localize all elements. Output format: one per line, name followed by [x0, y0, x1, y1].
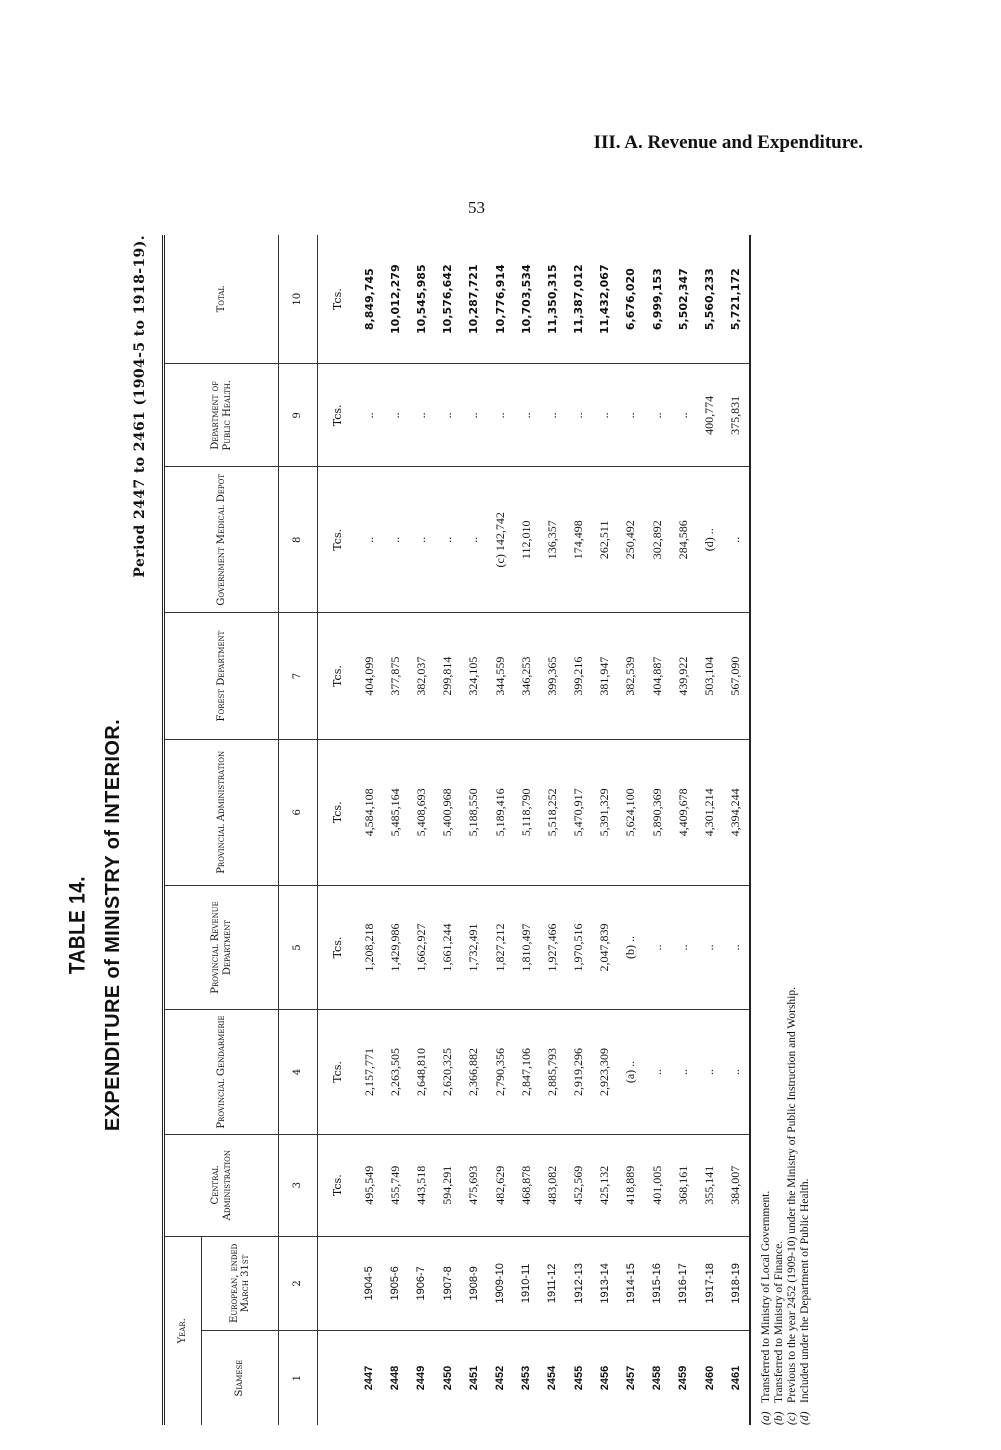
central-admin-cell: 495,549 [356, 1134, 382, 1236]
forest-cell: 381,947 [592, 613, 618, 740]
col-num-4: 4 [279, 1010, 318, 1134]
table-row [696, 235, 722, 1425]
table-row [435, 235, 461, 1425]
central-admin-cell: 455,749 [382, 1134, 408, 1236]
medical-depot-cell: (c) 142,742 [487, 467, 513, 613]
gendarmerie-cell: 2,885,793 [539, 1010, 565, 1134]
col-num-9: 9 [279, 364, 318, 467]
forest-cell: 377,875 [382, 613, 408, 740]
prov-admin-header: Provincial Administration [164, 739, 279, 885]
central-admin-cell: 368,161 [670, 1134, 696, 1236]
central-admin-cell: 483,082 [539, 1134, 565, 1236]
prov-admin-cell: 5,408,693 [408, 739, 434, 885]
revenue-dept-cell: 1,810,497 [513, 885, 539, 1009]
gendarmerie-cell: .. [696, 1010, 722, 1134]
table-row [644, 235, 670, 1425]
public-health-cell: 375,831 [723, 364, 750, 467]
table-row [408, 235, 434, 1425]
unit-cell: Tcs. [318, 1010, 357, 1134]
public-health-cell: .. [461, 364, 487, 467]
footnote-tag: (c) [786, 1412, 798, 1425]
revenue-dept-cell: 1,927,466 [539, 885, 565, 1009]
european-year-cell: 1905-6 [382, 1236, 408, 1330]
year-header: Year. [164, 1236, 202, 1425]
footnote-text: Transferred to Ministry of Local Government. [760, 1190, 772, 1403]
table-title: EXPENDITURE of MINISTRY of INTERIOR. [102, 718, 124, 1132]
total-cell: 10,703,534 [513, 235, 539, 364]
total-cell: 6,999,153 [644, 235, 670, 364]
european-year-cell: 1917-18 [696, 1236, 722, 1330]
medical-depot-cell: 302,892 [644, 467, 670, 613]
european-year-cell: 1908-9 [461, 1236, 487, 1330]
prov-admin-cell: 5,518,252 [539, 739, 565, 885]
european-header: European, ended March 31st [202, 1236, 279, 1330]
unit-cell: Tcs. [318, 235, 357, 364]
siamese-year-cell: 2452 [494, 1365, 507, 1391]
siamese-year-cell: 2459 [677, 1365, 690, 1391]
footnote [760, 325, 773, 1425]
gendarmerie-cell: .. [670, 1010, 696, 1134]
footnote [786, 325, 799, 1425]
prov-admin-cell: 4,409,678 [670, 739, 696, 885]
forest-cell: 344,559 [487, 613, 513, 740]
gendarmerie-cell: 2,790,356 [487, 1010, 513, 1134]
forest-cell: 399,216 [566, 613, 592, 740]
table-number: TABLE 14. [66, 875, 91, 975]
total-cell: 10,012,279 [382, 235, 408, 364]
medical-depot-cell: 284,586 [670, 467, 696, 613]
gendarmerie-cell: 2,923,309 [592, 1010, 618, 1134]
forest-cell: 567,090 [723, 613, 750, 740]
medical-depot-header: Government Medical Depot [164, 467, 279, 613]
public-health-cell: .. [356, 364, 382, 467]
european-year-cell: 1916-17 [670, 1236, 696, 1330]
forest-cell: 399,365 [539, 613, 565, 740]
expenditure-table [162, 235, 751, 1425]
public-health-cell: .. [644, 364, 670, 467]
footnote-text: Transferred to Ministry of Finance. [773, 1240, 785, 1403]
public-health-cell: 400,774 [696, 364, 722, 467]
siamese-year-cell: 2447 [363, 1365, 376, 1391]
forest-cell: 324,105 [461, 613, 487, 740]
revenue-dept-cell: 1,827,212 [487, 885, 513, 1009]
siamese-year-cell: 2450 [441, 1365, 454, 1391]
prov-admin-cell: 5,189,416 [487, 739, 513, 885]
gendarmerie-header: Provincial Gendarmerie [164, 1010, 279, 1134]
gendarmerie-cell: 2,157,771 [356, 1010, 382, 1134]
european-year-cell: 1904-5 [356, 1236, 382, 1330]
forest-header: Forest Department [164, 613, 279, 740]
siamese-year-cell: 2449 [415, 1365, 428, 1391]
col-num-5: 5 [279, 885, 318, 1009]
table-row [513, 235, 539, 1425]
revenue-dept-header: Provincial Revenue Department [164, 885, 279, 1009]
prov-admin-cell: 4,394,244 [723, 739, 750, 885]
medical-depot-cell: .. [461, 467, 487, 613]
public-health-cell: .. [382, 364, 408, 467]
table-row [592, 235, 618, 1425]
total-cell: 10,776,914 [487, 235, 513, 364]
section-heading: III. A. Revenue and Expenditure. [593, 132, 863, 153]
central-admin-cell: 443,518 [408, 1134, 434, 1236]
central-admin-cell: 401,005 [644, 1134, 670, 1236]
medical-depot-cell: .. [356, 467, 382, 613]
medical-depot-cell: .. [435, 467, 461, 613]
central-admin-cell: 452,569 [566, 1134, 592, 1236]
col-num-2: 2 [279, 1236, 318, 1330]
gendarmerie-cell: 2,366,882 [461, 1010, 487, 1134]
forest-cell: 299,814 [435, 613, 461, 740]
total-cell: 10,545,985 [408, 235, 434, 364]
gendarmerie-cell: .. [644, 1010, 670, 1134]
european-year-cell: 1912-13 [566, 1236, 592, 1330]
prov-admin-cell: 5,118,790 [513, 739, 539, 885]
col-num-1: 1 [279, 1331, 318, 1425]
revenue-dept-cell: 1,429,986 [382, 885, 408, 1009]
rotated-table-page [60, 235, 875, 1425]
prov-admin-cell: 5,188,550 [461, 739, 487, 885]
prov-admin-cell: 4,301,214 [696, 739, 722, 885]
medical-depot-cell: 262,511 [592, 467, 618, 613]
central-admin-cell: 425,132 [592, 1134, 618, 1236]
revenue-dept-cell: .. [644, 885, 670, 1009]
gendarmerie-cell: 2,648,810 [408, 1010, 434, 1134]
siamese-year-cell: 2455 [572, 1365, 585, 1391]
total-cell: 8,849,745 [356, 235, 382, 364]
table-row [382, 235, 408, 1425]
unit-cell: Tcs. [318, 739, 357, 885]
forest-cell: 404,099 [356, 613, 382, 740]
forest-cell: 404,887 [644, 613, 670, 740]
public-health-cell: .. [566, 364, 592, 467]
revenue-dept-cell: 2,047,839 [592, 885, 618, 1009]
prov-admin-cell: 5,470,917 [566, 739, 592, 885]
table-row [670, 235, 696, 1425]
footnote [773, 325, 786, 1425]
medical-depot-cell: .. [723, 467, 750, 613]
european-year-cell: 1911-12 [539, 1236, 565, 1330]
revenue-dept-cell: 1,208,218 [356, 885, 382, 1009]
unit-cell-empty [318, 1331, 357, 1425]
siamese-year-cell: 2453 [520, 1365, 533, 1391]
public-health-cell: .. [513, 364, 539, 467]
siamese-year-cell: 2457 [624, 1365, 637, 1391]
prov-admin-cell: 5,400,968 [435, 739, 461, 885]
prov-admin-cell: 5,485,164 [382, 739, 408, 885]
european-year-cell: 1918-19 [723, 1236, 750, 1330]
forest-cell: 503,104 [696, 613, 722, 740]
total-cell: 11,432,067 [592, 235, 618, 364]
gendarmerie-cell: 2,847,106 [513, 1010, 539, 1134]
public-health-cell: .. [670, 364, 696, 467]
public-health-cell: .. [487, 364, 513, 467]
medical-depot-cell: 136,357 [539, 467, 565, 613]
central-admin-cell: 355,141 [696, 1134, 722, 1236]
gendarmerie-cell: (a) .. [618, 1010, 644, 1134]
revenue-dept-cell: .. [670, 885, 696, 1009]
period-label: Period 2447 to 2461 (1904-5 to 1918-19). [132, 235, 148, 578]
footnote-tag: (b) [773, 1411, 785, 1425]
total-cell: 10,576,642 [435, 235, 461, 364]
unit-cell: Tcs. [318, 885, 357, 1009]
unit-cell: Tcs. [318, 467, 357, 613]
total-cell: 11,350,315 [539, 235, 565, 364]
gendarmerie-cell: .. [723, 1010, 750, 1134]
siamese-year-cell: 2454 [546, 1365, 559, 1391]
siamese-year-cell: 2448 [389, 1365, 402, 1391]
revenue-dept-cell: 1,732,491 [461, 885, 487, 1009]
revenue-dept-cell: 1,661,244 [435, 885, 461, 1009]
european-year-cell: 1906-7 [408, 1236, 434, 1330]
revenue-dept-cell: .. [723, 885, 750, 1009]
central-admin-cell: 594,291 [435, 1134, 461, 1236]
siamese-year-cell: 2460 [703, 1365, 716, 1391]
medical-depot-cell: .. [382, 467, 408, 613]
footnotes [760, 325, 812, 1425]
public-health-cell: .. [618, 364, 644, 467]
central-admin-header: Central Administration [164, 1134, 279, 1236]
prov-admin-cell: 5,890,369 [644, 739, 670, 885]
unit-cell: Tcs. [318, 364, 357, 467]
public-health-cell: .. [435, 364, 461, 467]
gendarmerie-cell: 2,620,325 [435, 1010, 461, 1134]
forest-cell: 439,922 [670, 613, 696, 740]
central-admin-cell: 475,693 [461, 1134, 487, 1236]
total-header: Total [164, 235, 279, 364]
table-row [723, 235, 750, 1425]
revenue-dept-cell: .. [696, 885, 722, 1009]
public-health-header: Department of Public Health. [164, 364, 279, 467]
col-num-3: 3 [279, 1134, 318, 1236]
table-row [461, 235, 487, 1425]
col-num-7: 7 [279, 613, 318, 740]
total-cell: 5,721,172 [723, 235, 750, 364]
central-admin-cell: 482,629 [487, 1134, 513, 1236]
table-row [618, 235, 644, 1425]
prov-admin-cell: 5,391,329 [592, 739, 618, 885]
public-health-cell: .. [408, 364, 434, 467]
table-row [539, 235, 565, 1425]
gendarmerie-cell: 2,263,505 [382, 1010, 408, 1134]
title-block [68, 425, 125, 1425]
col-num-10: 10 [279, 235, 318, 364]
revenue-dept-cell: 1,970,516 [566, 885, 592, 1009]
medical-depot-cell: 174,498 [566, 467, 592, 613]
forest-cell: 382,539 [618, 613, 644, 740]
page-number: 53 [468, 198, 485, 217]
european-year-cell: 1909-10 [487, 1236, 513, 1330]
table-row [487, 235, 513, 1425]
siamese-year-cell: 2456 [598, 1365, 611, 1391]
total-cell: 5,502,347 [670, 235, 696, 364]
total-cell: 10,287,721 [461, 235, 487, 364]
total-cell: 5,560,233 [696, 235, 722, 364]
unit-cell: Tcs. [318, 613, 357, 740]
european-year-cell: 1907-8 [435, 1236, 461, 1330]
medical-depot-cell: 112,010 [513, 467, 539, 613]
table-row [356, 235, 382, 1425]
forest-cell: 382,037 [408, 613, 434, 740]
siamese-year-cell: 2451 [467, 1365, 480, 1391]
footnote-tag: (a) [760, 1411, 772, 1425]
european-year-cell: 1913-14 [592, 1236, 618, 1330]
footnote [799, 325, 812, 1425]
public-health-cell: .. [539, 364, 565, 467]
siamese-header: Siamese [202, 1331, 279, 1425]
col-num-8: 8 [279, 467, 318, 613]
revenue-dept-cell: 1,662,927 [408, 885, 434, 1009]
public-health-cell: .. [592, 364, 618, 467]
central-admin-cell: 384,007 [723, 1134, 750, 1236]
prov-admin-cell: 5,624,100 [618, 739, 644, 885]
siamese-year-cell: 2461 [729, 1365, 742, 1391]
european-year-cell: 1910-11 [513, 1236, 539, 1330]
footnote-tag: (d) [799, 1411, 811, 1425]
medical-depot-cell: (d) .. [696, 467, 722, 613]
european-year-cell: 1914-15 [618, 1236, 644, 1330]
revenue-dept-cell: (b) .. [618, 885, 644, 1009]
european-year-cell: 1915-16 [644, 1236, 670, 1330]
forest-cell: 346,253 [513, 613, 539, 740]
total-cell: 6,676,020 [618, 235, 644, 364]
footnote-text: Included under the Department of Public Health. [799, 1178, 811, 1403]
central-admin-cell: 468,878 [513, 1134, 539, 1236]
unit-cell: Tcs. [318, 1134, 357, 1236]
central-admin-cell: 418,889 [618, 1134, 644, 1236]
medical-depot-cell: .. [408, 467, 434, 613]
gendarmerie-cell: 2,919,296 [566, 1010, 592, 1134]
col-num-6: 6 [279, 739, 318, 885]
medical-depot-cell: 250,492 [618, 467, 644, 613]
footnote-text: Previous to the year 2452 (1909-10) under the Ministry of Public Instruction and Worship. [786, 987, 798, 1403]
total-cell: 11,387,012 [566, 235, 592, 364]
unit-cell-empty [318, 1236, 357, 1330]
prov-admin-cell: 4,584,108 [356, 739, 382, 885]
table-row [566, 235, 592, 1425]
siamese-year-cell: 2458 [651, 1365, 664, 1391]
